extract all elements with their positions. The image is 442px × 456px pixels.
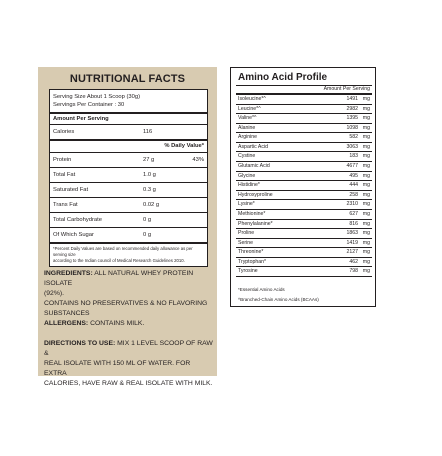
amino-unit: mg xyxy=(362,182,370,189)
calories-value: 116 xyxy=(143,129,153,135)
amino-amount: 1491 xyxy=(346,96,358,102)
nutrient-row xyxy=(50,153,207,168)
amino-row xyxy=(236,239,372,249)
amino-unit: mg xyxy=(362,143,370,150)
ingredients-text-cont: (92%). xyxy=(44,290,65,297)
footnote-line: *Percent Daily Values are based on recommended daily allowance as per serving size xyxy=(53,246,193,257)
amino-row xyxy=(236,105,372,115)
directions-text: MIX 1 LEVEL SCOOP OF RAW & xyxy=(44,340,213,357)
amino-name: Threonine* xyxy=(238,249,264,256)
amino-row xyxy=(236,162,372,172)
amount-per-serving: Amount Per Serving xyxy=(50,114,207,125)
amino-name: Arginine xyxy=(238,134,258,141)
amino-unit: mg xyxy=(362,201,370,208)
amino-name: Alanine xyxy=(238,124,256,131)
amino-amount: 2310 xyxy=(346,201,358,208)
amino-unit: mg xyxy=(362,239,370,246)
amino-amount: 798 xyxy=(349,268,358,275)
amino-amount: 2127 xyxy=(346,249,358,256)
nutrient-row xyxy=(50,183,207,198)
amino-row xyxy=(236,95,372,105)
serving-size: Serving Size About 1 Scoop (30g) xyxy=(53,94,141,100)
nutrient-percent: 43% xyxy=(192,157,204,163)
nutrient-label: Total Fat xyxy=(53,172,76,178)
amino-unit: mg xyxy=(362,220,370,227)
amino-name: Tyrosine xyxy=(238,268,258,275)
amino-row xyxy=(236,200,372,210)
amino-amount: 258 xyxy=(349,191,358,198)
amino-name: Glycine xyxy=(238,172,256,179)
nutrient-value: 1.0 g xyxy=(143,172,156,178)
amino-row xyxy=(236,220,372,230)
amino-unit: mg xyxy=(362,268,370,275)
amino-title: Amino Acid Profile xyxy=(238,72,328,83)
amino-unit: mg xyxy=(362,172,370,179)
nutrient-row xyxy=(50,213,207,228)
calories-row xyxy=(50,125,207,141)
directions xyxy=(44,339,214,389)
amino-row xyxy=(236,143,372,153)
amino-unit: mg xyxy=(362,115,370,122)
amino-row xyxy=(236,191,372,201)
amino-rows xyxy=(236,95,372,277)
amino-amount: 1863 xyxy=(346,230,358,237)
serving-info xyxy=(50,90,207,114)
allergens-label: ALLERGENS: xyxy=(44,320,89,327)
amino-name: Cystine xyxy=(238,153,256,160)
amino-amount: 183 xyxy=(349,153,358,160)
amino-unit: mg xyxy=(362,134,370,141)
nutrient-value: 0 g xyxy=(143,217,152,223)
amino-amount: 495 xyxy=(349,172,358,179)
amino-row xyxy=(236,258,372,268)
daily-value-header: % Daily Value* xyxy=(50,141,207,153)
amino-row xyxy=(236,172,372,182)
amino-row xyxy=(236,210,372,220)
amino-acid-panel xyxy=(230,67,376,307)
amino-amount: 3063 xyxy=(346,143,358,150)
calories-label: Calories xyxy=(53,129,75,135)
amino-name: Valine*^ xyxy=(238,115,257,122)
amino-row xyxy=(236,267,372,277)
amino-name: Lysine* xyxy=(238,201,255,208)
preservatives-line: SUBSTANCES xyxy=(44,310,90,317)
nutrient-row xyxy=(50,168,207,183)
amino-name: Proline xyxy=(238,230,255,237)
nutrient-label: Protein xyxy=(53,157,72,163)
amino-name: Aspartic Acid xyxy=(238,143,268,150)
nutrient-value: 0 g xyxy=(143,232,152,238)
amino-row xyxy=(236,133,372,143)
footnote-line: according to the Indian council of Medical Research Guidelines 2010. xyxy=(53,258,185,263)
nutrient-label: Total Carbohydrate xyxy=(53,217,102,223)
amino-row xyxy=(236,152,372,162)
amino-unit: mg xyxy=(362,191,370,198)
daily-value-footnote xyxy=(50,244,207,266)
nutrient-value: 27 g xyxy=(143,157,155,163)
amino-name: Serine xyxy=(238,239,253,246)
amino-row xyxy=(236,229,372,239)
amino-unit: mg xyxy=(362,105,370,112)
directions-label: DIRECTIONS TO USE: xyxy=(44,340,116,347)
nutrient-value: 0.3 g xyxy=(143,187,156,193)
amino-name: Hydroxyproline xyxy=(238,191,273,198)
amino-amount: 462 xyxy=(349,258,358,265)
amino-name: Leucine*^ xyxy=(238,105,261,112)
nutrition-title: NUTRITIONAL FACTS xyxy=(69,73,186,85)
amino-amount: 1419 xyxy=(346,239,358,246)
ingredients xyxy=(44,269,214,299)
amino-unit: mg xyxy=(362,230,370,237)
nutrient-value: 0.02 g xyxy=(143,202,160,208)
ingredients-label: INGREDIENTS: xyxy=(44,270,93,277)
amino-unit: mg xyxy=(362,249,370,256)
amino-name: Glutamic Acid xyxy=(238,163,270,170)
amino-amount: 444 xyxy=(349,182,358,189)
amino-amount: 627 xyxy=(349,210,358,217)
servings-per-container: Servings Per Container : 30 xyxy=(53,102,125,108)
amino-amount: 1395 xyxy=(346,115,358,122)
nutrient-row xyxy=(50,198,207,213)
ingredients-text: ALL NATURAL WHEY PROTEIN ISOLATE xyxy=(44,270,194,287)
amino-amount: 2982 xyxy=(346,105,358,112)
amino-amount: 816 xyxy=(349,220,358,227)
amino-row xyxy=(236,124,372,134)
nutrient-row xyxy=(50,228,207,244)
amino-acid-table xyxy=(236,85,372,277)
amino-name: Methionine* xyxy=(238,210,266,217)
amino-name: Phenylalanine* xyxy=(238,220,273,227)
preservatives-note xyxy=(44,299,214,329)
amino-unit: mg xyxy=(362,258,370,265)
nutrition-panel xyxy=(38,67,217,387)
amino-unit: mg xyxy=(362,124,370,131)
amino-unit: mg xyxy=(362,163,370,170)
amino-amount: 4677 xyxy=(346,163,358,170)
amino-row xyxy=(236,114,372,124)
directions-text: CALORIES, HAVE RAW & REAL ISOLATE WITH MILK. xyxy=(44,380,213,387)
amino-row xyxy=(236,248,372,258)
directions-text: REAL ISOLATE WITH 150 ML OF WATER. FOR EXTRA xyxy=(44,360,191,377)
essential-note: *Essential Amino Acids xyxy=(238,287,285,292)
preservatives-line: CONTAINS NO PRESERVATIVES & NO FLAVORING xyxy=(44,300,208,307)
amino-row xyxy=(236,181,372,191)
nutrient-label: Of Which Sugar xyxy=(53,232,94,238)
amino-unit: mg xyxy=(362,210,370,217)
amino-unit: mg xyxy=(362,96,370,102)
amino-name: Isoleucine*^ xyxy=(238,96,266,102)
amino-unit: mg xyxy=(362,153,370,160)
amino-name: Tryptophan* xyxy=(238,258,267,265)
nutrient-label: Trans Fat xyxy=(53,202,78,208)
amino-name: Histidine* xyxy=(238,182,260,189)
amino-column-header: Amount Per Serving xyxy=(236,85,372,95)
amino-amount: 582 xyxy=(349,134,358,141)
allergens-text: CONTAINS MILK. xyxy=(88,320,145,327)
nutrition-facts-table xyxy=(49,89,208,267)
bcaa-note: ^Branched-Chain Amino Acids (BCAAs) xyxy=(238,297,319,302)
nutrient-label: Saturated Fat xyxy=(53,187,89,193)
amino-amount: 1098 xyxy=(346,124,358,131)
